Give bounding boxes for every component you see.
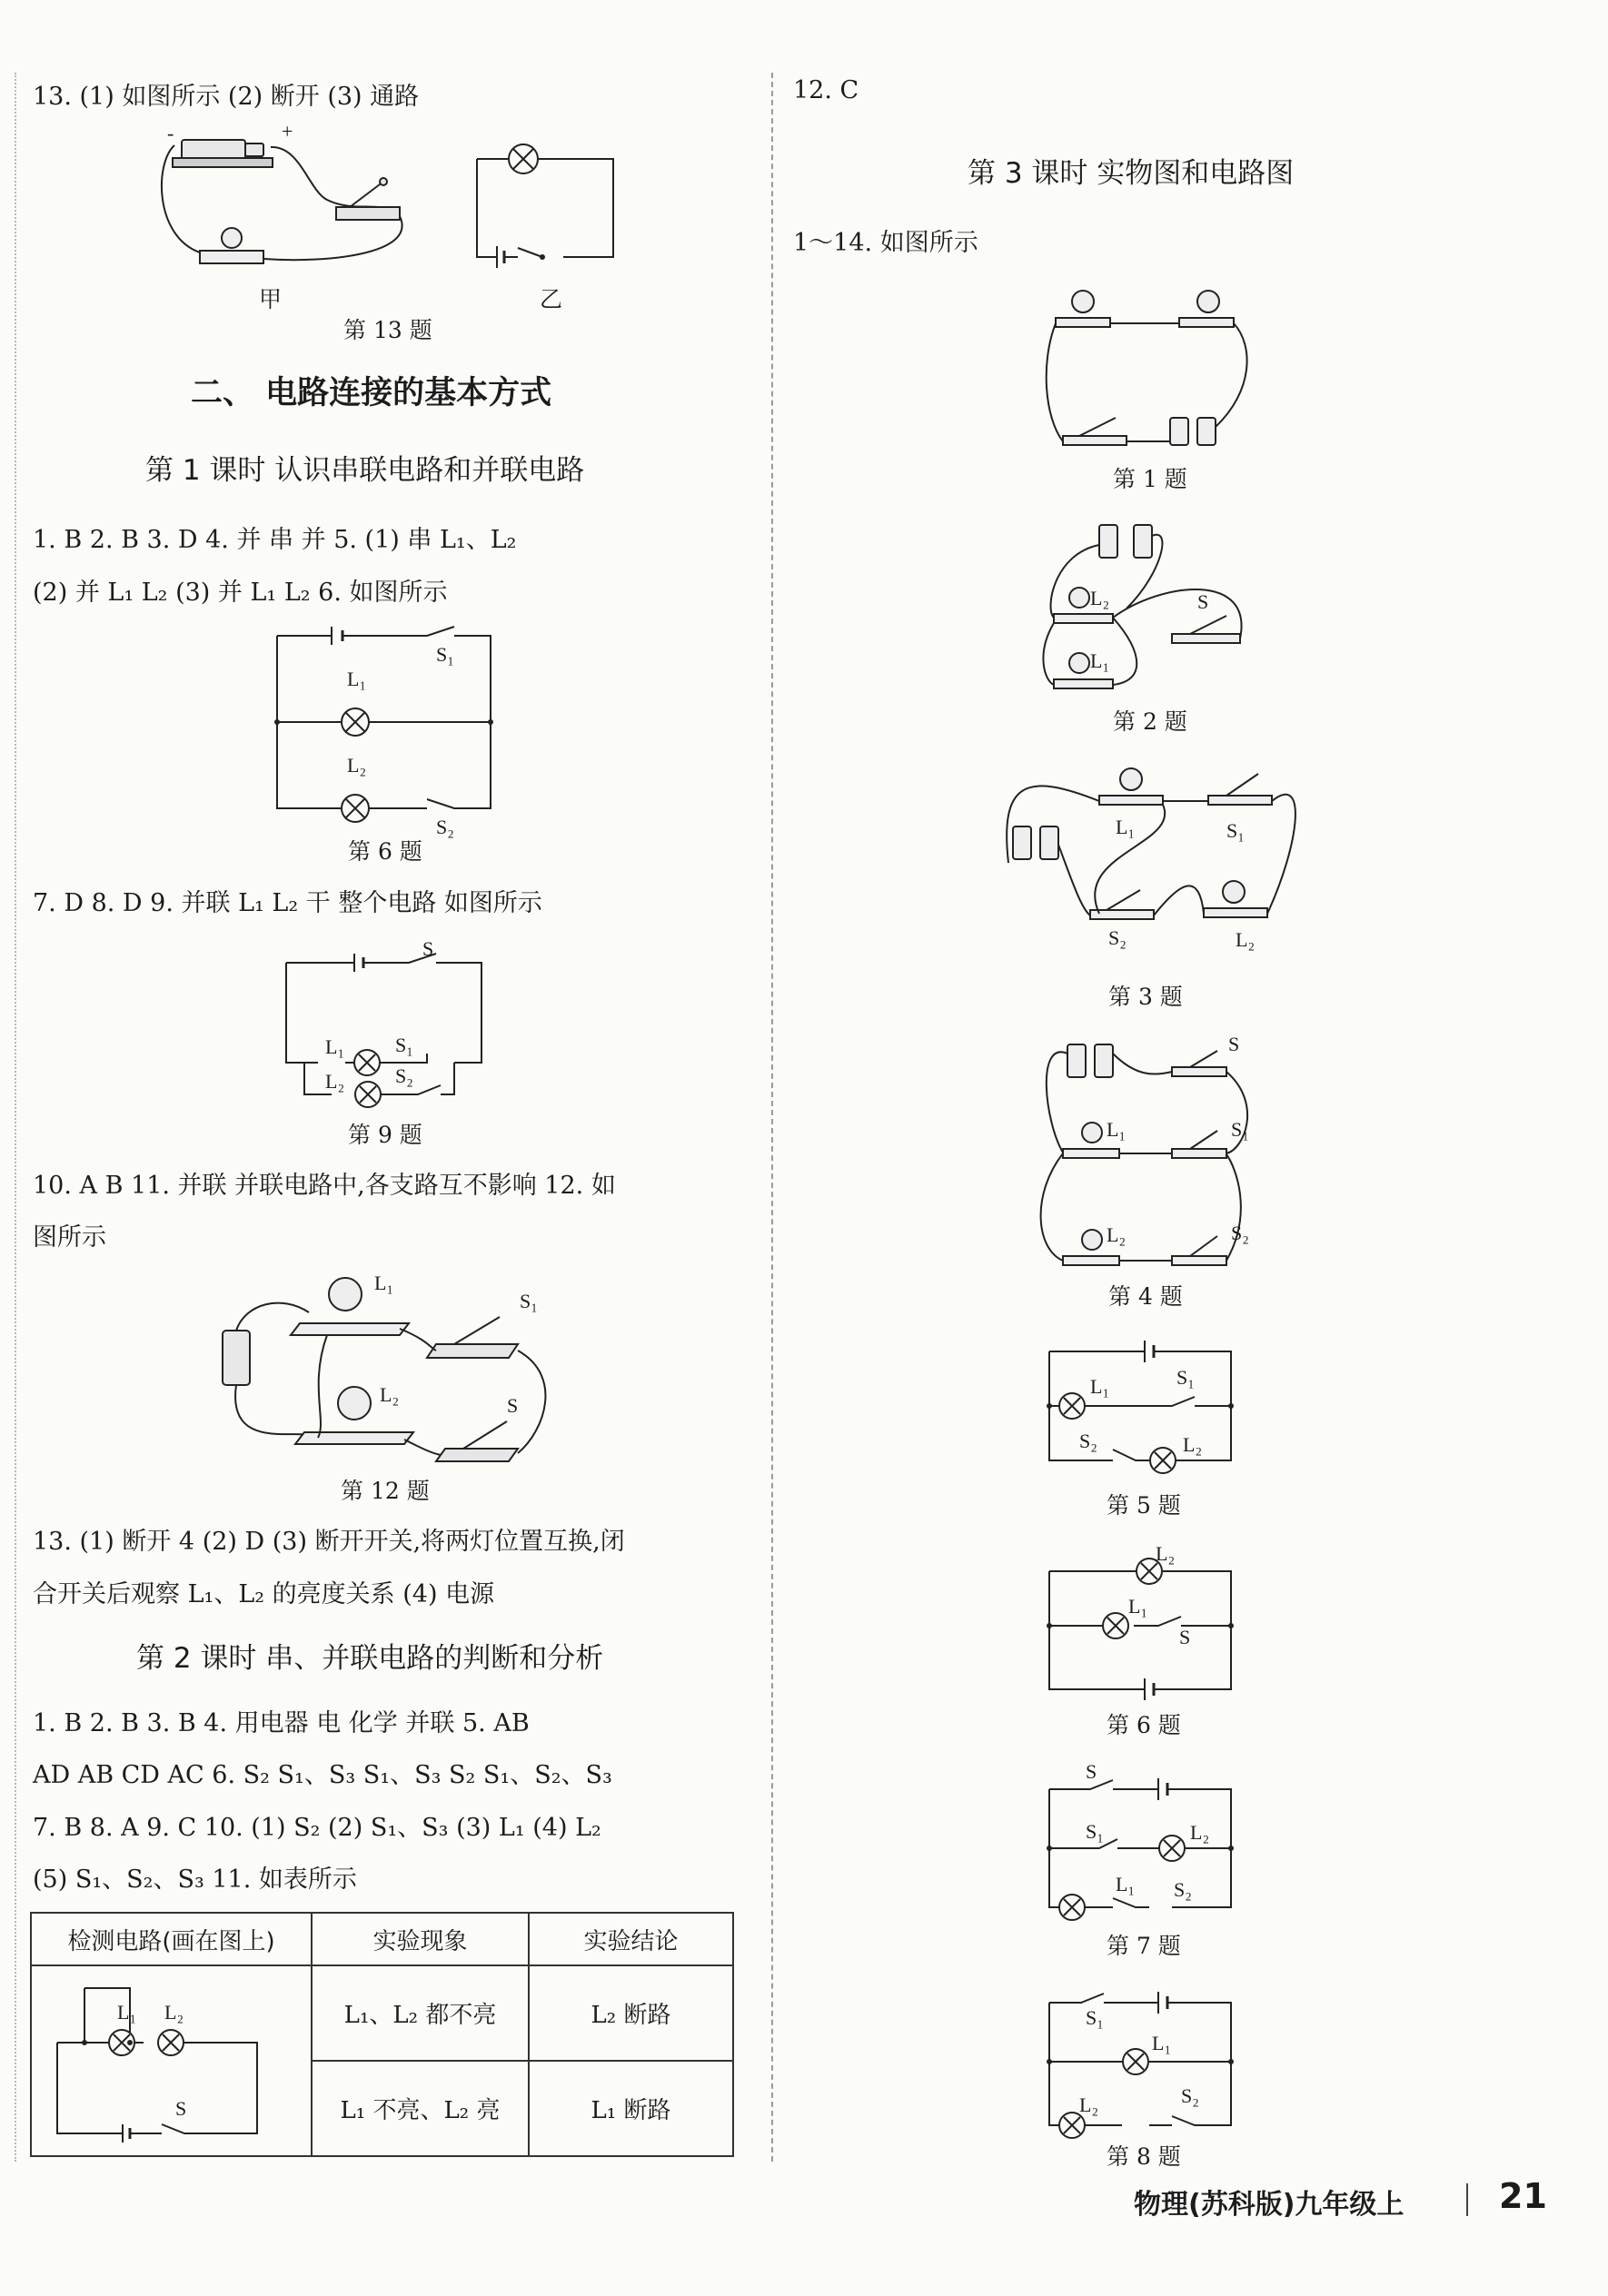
caption-r6: 第 6 题 [1107, 1712, 1181, 1738]
label-S1: S₁ [520, 1290, 538, 1312]
battery-icon [1170, 418, 1188, 445]
answer-line: 图所示 [33, 1223, 106, 1252]
switch-icon [336, 178, 400, 220]
answer-line: 合开关后观察 L₁、L₂ 的亮度关系 (4) 电源 [33, 1580, 495, 1608]
battery-icon [1013, 826, 1031, 859]
lesson1-title: 第 1 课时 认识串联电路和并联电路 [145, 454, 585, 487]
caption-r2: 第 2 题 [1113, 708, 1187, 735]
figure-r8 [1045, 1984, 1245, 2139]
label-L1: L₁ [1152, 2032, 1172, 2054]
caption-r8: 第 8 题 [1107, 2143, 1181, 2170]
battery-icon [1095, 1044, 1113, 1077]
figure-r3 [999, 754, 1308, 972]
figure-r4 [1027, 1031, 1263, 1276]
page-number: 21 [1499, 2176, 1547, 2216]
caption-r7: 第 7 题 [1107, 1933, 1181, 1959]
label-L1: L₁ [1090, 1375, 1110, 1398]
label-L1: L₁ [117, 2001, 137, 2024]
label-L1: L₁ [1116, 816, 1136, 838]
lesson2-title: 第 2 课时 串、并联电路的判断和分析 [136, 1642, 604, 1675]
figure-q13-physical [145, 120, 427, 282]
figure-label-yi: 乙 [540, 286, 563, 312]
figure-r7 [1045, 1762, 1245, 1925]
answer-line: 7. B 8. A 9. C 10. (1) S₂ (2) S₁、S₃ (3) L₁ (4) L₂ [33, 1814, 601, 1842]
battery-icon [1067, 1044, 1086, 1077]
label-L2: L₂ [1183, 1433, 1203, 1456]
label-S2: S₂ [1174, 1878, 1192, 1901]
caption-q13: 第 13 题 [343, 317, 432, 343]
caption-r5: 第 5 题 [1107, 1492, 1181, 1519]
label-S: S [507, 1394, 519, 1417]
lesson3-title: 第 3 课时 实物图和电路图 [968, 157, 1295, 190]
label-S: S [175, 2097, 187, 2120]
label-L2: L₂ [164, 2001, 184, 2024]
table-cell: L₂ 断路 [529, 1965, 733, 2061]
caption-q9: 第 9 题 [348, 1122, 422, 1148]
label-S: S [1228, 1033, 1240, 1055]
label-S1: S₁ [1176, 1366, 1195, 1389]
label-S1: S₁ [436, 643, 454, 666]
label-L1: L₁ [1128, 1595, 1148, 1618]
answer-line: AD AB CD AC 6. S₂ S₁、S₃ S₁、S₃ S₂ S₁、S₂、S₃ [33, 1761, 612, 1789]
battery-icon [173, 140, 273, 167]
left-margin-rule [15, 73, 16, 2162]
answer-line-intro: 1～14. 如图所示 [793, 229, 978, 257]
figure-q13-schematic [477, 141, 622, 277]
figure-r1 [1045, 282, 1254, 454]
caption-r4: 第 4 题 [1108, 1283, 1183, 1310]
table-cell: L₁ 不亮、L₂ 亮 [312, 2061, 529, 2156]
label-L1: L₁ [1090, 649, 1110, 672]
label-L2: L₂ [347, 754, 367, 777]
table-cell: L₁ 断路 [529, 2061, 733, 2156]
label-S1: S₁ [395, 1034, 413, 1056]
bulb-icon [1082, 1123, 1102, 1143]
label-S2: S₂ [1231, 1222, 1249, 1244]
label-L2: L₂ [1079, 2093, 1099, 2116]
table-header: 检测电路(画在图上) [31, 1913, 312, 1965]
answer-line: 10. A B 11. 并联 并联电路中,各支路互不影响 12. 如 [33, 1172, 616, 1200]
answer-line: (2) 并 L₁ L₂ (3) 并 L₁ L₂ 6. 如图所示 [33, 579, 448, 607]
bulb-icon [200, 228, 263, 263]
bulb-icon [1223, 881, 1245, 903]
svg-text:+: + [282, 120, 293, 143]
caption-q6: 第 6 题 [348, 838, 422, 865]
label-L2: L₂ [1236, 928, 1256, 951]
table-header: 实验现象 [312, 1913, 529, 1965]
label-S1: S₁ [1226, 819, 1245, 842]
battery-icon [1197, 418, 1216, 445]
label-S2: S₂ [395, 1064, 413, 1087]
label-S2: S₂ [1108, 926, 1127, 949]
figure-r6 [1045, 1544, 1245, 1698]
answer-line-q12: 12. C [793, 76, 859, 104]
table-header: 实验结论 [529, 1913, 733, 1965]
figure-q6 [273, 627, 500, 836]
table-cell: L₁、L₂ 都不亮 [312, 1965, 529, 2061]
label-L1: L₁ [1116, 1873, 1136, 1895]
label-S1: S₁ [1231, 1118, 1249, 1141]
label-S1: S₁ [1086, 2006, 1104, 2029]
battery-icon [1099, 525, 1117, 558]
bulb-icon [1120, 768, 1142, 790]
table-cell-diagram [31, 1965, 312, 2156]
switch-icon [1172, 1149, 1226, 1158]
figure-q12 [218, 1267, 563, 1467]
answer-line: 1. B 2. B 3. B 4. 用电器 电 化学 并联 5. AB [33, 1709, 530, 1737]
section-title: 二、 电路连接的基本方式 [191, 375, 552, 411]
switch-icon [1063, 436, 1127, 445]
answer-line: 7. D 8. D 9. 并联 L₁ L₂ 干 整个电路 如图所示 [33, 889, 542, 917]
label-S2: S₂ [1079, 1430, 1097, 1452]
figure-r5 [1045, 1333, 1245, 1479]
battery-icon [1040, 826, 1058, 859]
figure-q9 [282, 937, 491, 1108]
label-S: S [1086, 1760, 1097, 1783]
battery-icon [1134, 525, 1152, 558]
switch-icon [1090, 910, 1154, 919]
answer-line: 13. (1) 断开 4 (2) D (3) 断开开关,将两灯位置互换,闭 [33, 1528, 625, 1556]
label-L2: L₂ [1107, 1223, 1127, 1246]
switch-icon [1172, 1067, 1226, 1076]
footer-book-title: 物理(苏科版)九年级上 [1134, 2189, 1405, 2221]
bulb-icon [1197, 291, 1219, 312]
label-S2: S₂ [436, 816, 454, 838]
label-L2: L₂ [380, 1383, 400, 1406]
label-L1: L₁ [374, 1272, 394, 1294]
label-S: S [1197, 590, 1209, 613]
svg-text:-: - [167, 122, 174, 144]
label-S1: S₁ [1086, 1820, 1104, 1843]
figure-table-circuit [48, 1979, 266, 2143]
switch-icon [1208, 796, 1272, 805]
switch-icon [1172, 1256, 1226, 1265]
caption-r1: 第 1 题 [1113, 466, 1187, 492]
answer-table [30, 1912, 734, 2157]
label-L2: L₂ [1190, 1821, 1210, 1844]
bulb-icon [1069, 653, 1089, 673]
figure-r2 [1036, 518, 1272, 699]
bulb-icon [1072, 291, 1094, 312]
label-S: S [1179, 1626, 1191, 1648]
switch-icon [1172, 634, 1240, 643]
label-L2: L₂ [1156, 1542, 1176, 1565]
label-L1: L₁ [347, 668, 367, 690]
column-divider [771, 73, 773, 2162]
footer-separator [1466, 2183, 1468, 2216]
label-S2: S₂ [1181, 2084, 1199, 2107]
label-L1: L₁ [1107, 1118, 1127, 1141]
bulb-icon [1082, 1230, 1102, 1250]
label-L2: L₂ [1090, 587, 1110, 609]
switch-icon [427, 1317, 518, 1358]
answer-line: 1. B 2. B 3. D 4. 并 串 并 5. (1) 串 L₁、L₂ [33, 526, 517, 554]
caption-r3: 第 3 题 [1108, 984, 1183, 1010]
bulb-icon [1069, 588, 1089, 608]
label-S: S [422, 937, 434, 960]
figure-label-jia: 甲 [259, 286, 283, 312]
caption-q12: 第 12 题 [341, 1478, 430, 1504]
switch-icon [436, 1421, 518, 1461]
label-L1: L₁ [325, 1035, 345, 1058]
label-L2: L₂ [325, 1070, 345, 1093]
answer-line-q13: 13. (1) 如图所示 (2) 断开 (3) 通路 [33, 83, 420, 111]
answer-line: (5) S₁、S₂、S₃ 11. 如表所示 [33, 1866, 357, 1894]
battery-icon [223, 1331, 250, 1385]
